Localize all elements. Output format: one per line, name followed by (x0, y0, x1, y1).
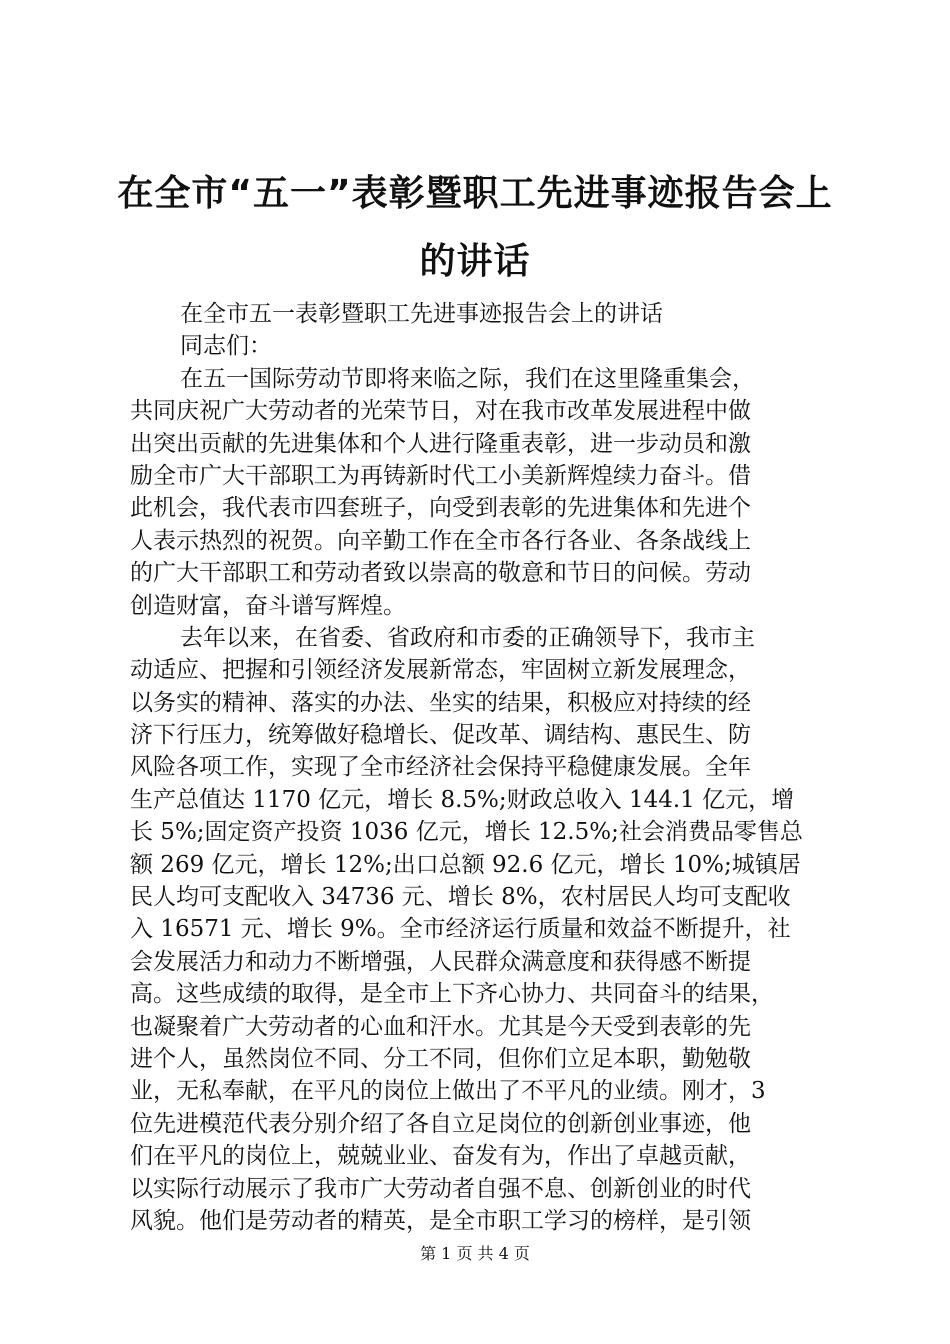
body-line: 高。这些成绩的取得，是全市上下齐心协力、共同奋斗的结果， (130, 981, 774, 1008)
body-line: 共同庆祝广大劳动者的光荣节日，对在我市改革发展进程中做 (130, 398, 751, 425)
body-line: 长 5%;固定资产投资 1036 亿元，增长 12.5%;社会消费品零售总 (130, 819, 803, 846)
document-body (130, 298, 830, 1237)
body-line: 生产总值达 1170 亿元，增长 8.5%;财政总收入 144.1 亿元，增 (130, 786, 795, 813)
body-line: 创造财富，奋斗谱写辉煌。 (130, 592, 406, 619)
body-line: 位先进模范代表分别介绍了各自立足岗位的创新创业事迹，他 (130, 1110, 751, 1137)
body-line: 以务实的精神、落实的办法、坐实的结果，积极应对持续的经 (130, 689, 751, 716)
body-line: 业，无私奉献，在平凡的岗位上做出了不平凡的业绩。刚才，3 (130, 1078, 766, 1105)
title-line-1: 在全市“五一”表彰暨职工先进事迹报告会上 (117, 173, 833, 214)
body-line: 济下行压力，统筹做好稳增长、促改革、调结构、惠民生、防 (130, 722, 751, 749)
body-line: 同志们： (180, 333, 272, 360)
body-line: 在全市五一表彰暨职工先进事迹报告会上的讲话 (180, 301, 663, 327)
body-line: 民人均可支配收入 34736 元、增长 8%，农村居民人均可支配收 (130, 884, 791, 911)
body-line: 入 16571 元、增长 9%。全市经济运行质量和效益不断提升，社 (130, 916, 791, 943)
body-line: 风貌。他们是劳动者的精英，是全市职工学习的榜样，是引领 (130, 1207, 751, 1234)
body-line: 的广大干部职工和劳动者致以崇高的敬意和节日的问候。劳动 (130, 560, 751, 587)
body-line: 会发展活力和动力不断增强，人民群众满意度和获得感不断提 (130, 948, 751, 975)
body-line: 也凝聚着广大劳动者的心血和汗水。尤其是今天受到表彰的先 (130, 1013, 751, 1040)
title-line-2: 的讲话 (419, 241, 531, 282)
body-line: 去年以来，在省委、省政府和市委的正确领导下，我市主 (180, 624, 755, 651)
page-footer: 第 1 页 共 4 页 (420, 1244, 530, 1263)
body-line: 以实际行动展示了我市广大劳动者自强不息、创新创业的时代 (130, 1175, 751, 1202)
document-title (110, 160, 840, 296)
body-line: 在五一国际劳动节即将来临之际，我们在这里隆重集会， (180, 365, 755, 392)
body-line: 励全市广大干部职工为再铸新时代工小美新辉煌续力奋斗。借 (130, 462, 751, 489)
body-line: 动适应、把握和引领经济发展新常态，牢固树立新发展理念， (130, 657, 751, 684)
body-line: 出突出贡献的先进集体和个人进行隆重表彰，进一步动员和激 (130, 430, 751, 457)
body-line: 们在平凡的岗位上，兢兢业业、奋发有为，作出了卓越贡献， (130, 1143, 751, 1170)
body-line: 此机会，我代表市四套班子，向受到表彰的先进集体和先进个 (130, 495, 751, 522)
body-line: 额 269 亿元，增长 12%;出口总额 92.6 亿元，增长 10%;城镇居 (130, 851, 801, 878)
body-line: 风险各项工作，实现了全市经济社会保持平稳健康发展。全年 (130, 754, 751, 781)
body-line: 进个人，虽然岗位不同、分工不同，但你们立足本职，勤勉敬 (130, 1045, 751, 1072)
body-line: 人表示热烈的祝贺。向辛勤工作在全市各行各业、各条战线上 (130, 527, 751, 554)
